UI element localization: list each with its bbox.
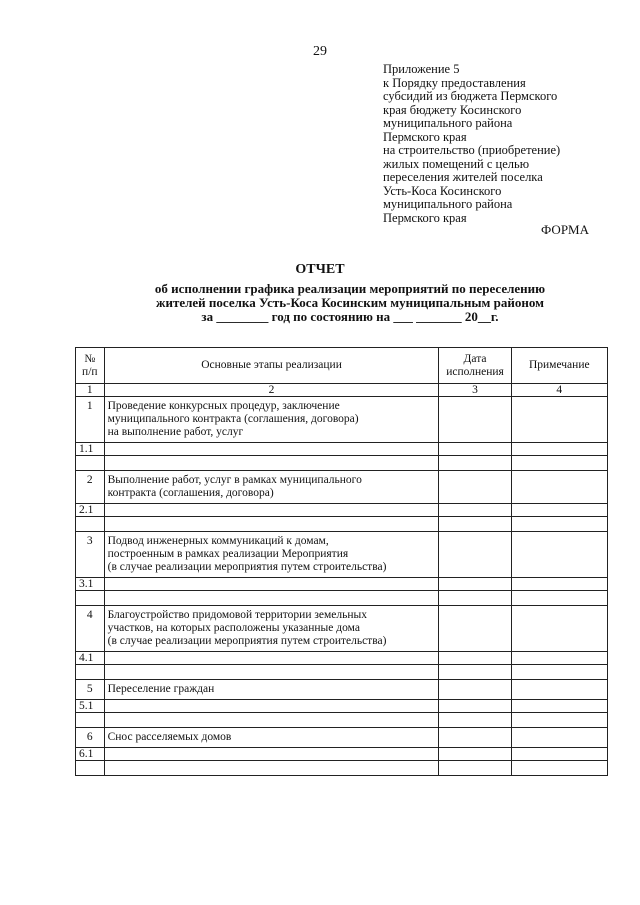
date-cell[interactable]	[439, 728, 511, 748]
row-number: 4	[76, 606, 105, 652]
stage-line: Проведение конкурсных процедур, заключение	[107, 400, 340, 412]
table-row	[76, 652, 608, 665]
date-cell[interactable]	[439, 443, 511, 456]
date-cell[interactable]	[439, 532, 511, 578]
note-cell[interactable]	[511, 471, 607, 504]
stage-cell[interactable]	[104, 456, 439, 471]
table-row	[76, 606, 608, 652]
table-row	[76, 761, 608, 776]
stage-line: участков, на которых расположены указанные дома	[107, 622, 360, 634]
table-header-row	[76, 348, 608, 384]
stage-line: (в случае реализации мероприятия путем строительства)	[107, 635, 387, 647]
appendix-line: субсидий из бюджета Пермского	[383, 89, 558, 103]
subtitle-line: об исполнении графика реализации мероприятий по переселению	[154, 281, 546, 296]
appendix-line: муниципального района	[383, 197, 513, 211]
note-cell[interactable]	[511, 761, 607, 776]
row-number: 2.1	[76, 504, 105, 517]
stage-text	[104, 728, 439, 748]
stage-line: построенным в рамках реализации Мероприятия	[107, 548, 349, 560]
note-cell[interactable]	[511, 728, 607, 748]
column-number: 4	[511, 384, 607, 397]
note-cell[interactable]	[511, 504, 607, 517]
note-cell[interactable]	[511, 652, 607, 665]
stage-cell[interactable]	[104, 443, 439, 456]
date-cell[interactable]	[439, 761, 511, 776]
stage-line: Переселение граждан	[107, 683, 215, 695]
table-row	[76, 517, 608, 532]
row-number: 6	[76, 728, 105, 748]
table-row	[76, 578, 608, 591]
date-cell[interactable]	[439, 397, 511, 443]
report-title: ОТЧЕТ	[295, 262, 345, 277]
date-cell[interactable]	[439, 713, 511, 728]
appendix-line: жилых помещений с целью	[383, 156, 530, 171]
stage-cell[interactable]	[104, 591, 439, 606]
date-cell[interactable]	[439, 591, 511, 606]
schedule-table	[75, 347, 608, 776]
table-row	[76, 456, 608, 471]
date-cell[interactable]	[439, 652, 511, 665]
stage-line: Благоустройство придомовой территории земельных	[107, 609, 368, 621]
row-number: 3.1	[76, 578, 105, 591]
stage-line: на выполнение работ, услуг	[107, 426, 244, 438]
appendix-line: Пермского края	[383, 129, 467, 144]
row-number: 2	[76, 471, 105, 504]
row-number: 5	[76, 680, 105, 700]
date-cell[interactable]	[439, 517, 511, 532]
note-cell[interactable]	[511, 700, 607, 713]
stage-line: Выполнение работ, услуг в рамках муниципального	[107, 474, 362, 486]
stage-cell[interactable]	[104, 578, 439, 591]
column-numbers-row	[76, 384, 608, 397]
stage-line: муниципального контракта (соглашения, договора)	[107, 413, 359, 425]
header-num: № п/п	[76, 348, 105, 384]
table-row	[76, 471, 608, 504]
note-cell[interactable]	[511, 591, 607, 606]
table-row	[76, 665, 608, 680]
header-note: Примечание	[511, 348, 607, 384]
stage-text	[104, 606, 439, 652]
note-cell[interactable]	[511, 532, 607, 578]
note-cell[interactable]	[511, 713, 607, 728]
date-cell[interactable]	[439, 606, 511, 652]
column-number: 2	[104, 384, 439, 397]
note-cell[interactable]	[511, 443, 607, 456]
appendix-line: переселения жителей поселка	[383, 170, 543, 184]
table-row	[76, 728, 608, 748]
stage-cell[interactable]	[104, 665, 439, 680]
note-cell[interactable]	[511, 456, 607, 471]
header-stages: Основные этапы реализации	[104, 348, 439, 384]
row-number: 1	[76, 397, 105, 443]
stage-line: Снос расселяемых домов	[107, 731, 232, 743]
stage-cell[interactable]	[104, 517, 439, 532]
date-cell[interactable]	[439, 680, 511, 700]
table-row	[76, 748, 608, 761]
row-number: 6.1	[76, 748, 105, 761]
table-row	[76, 680, 608, 700]
row-number: 4.1	[76, 652, 105, 665]
date-cell[interactable]	[439, 665, 511, 680]
date-cell[interactable]	[439, 471, 511, 504]
date-cell[interactable]	[439, 456, 511, 471]
date-cell[interactable]	[439, 700, 511, 713]
note-cell[interactable]	[511, 578, 607, 591]
date-cell[interactable]	[439, 504, 511, 517]
appendix-block	[383, 63, 633, 225]
appendix-line: Приложение 5	[383, 62, 460, 76]
stage-text	[104, 680, 439, 700]
appendix-line: Пермского края	[383, 210, 467, 225]
stage-text	[104, 397, 439, 443]
form-label: ФОРМА	[541, 222, 589, 237]
note-cell[interactable]	[511, 665, 607, 680]
note-cell[interactable]	[511, 517, 607, 532]
date-cell[interactable]	[439, 748, 511, 761]
stage-line: (в случае реализации мероприятия путем строительства)	[107, 561, 387, 573]
header-date: Дата исполнения	[439, 348, 511, 384]
stage-cell[interactable]	[104, 713, 439, 728]
row-number: 5.1	[76, 700, 105, 713]
table-row	[76, 713, 608, 728]
appendix-line: муниципального района	[383, 116, 513, 130]
row-number: 3	[76, 532, 105, 578]
table-row	[76, 397, 608, 443]
stage-cell[interactable]	[104, 761, 439, 776]
appendix-line: на строительство (приобретение)	[383, 143, 561, 157]
stage-cell[interactable]	[104, 748, 439, 761]
column-number: 3	[439, 384, 511, 397]
column-number: 1	[76, 384, 105, 397]
stage-cell[interactable]	[104, 504, 439, 517]
stage-line: контракта (соглашения, договора)	[107, 487, 274, 499]
table-row	[76, 504, 608, 517]
row-number: 1.1	[76, 443, 105, 456]
subtitle-line: за ________ год по состоянию на ___ _______ 20__г.	[201, 309, 499, 324]
note-cell[interactable]	[511, 397, 607, 443]
report-subtitle	[100, 282, 600, 324]
stage-cell[interactable]	[104, 652, 439, 665]
appendix-line: к Порядку предоставления	[383, 75, 526, 90]
stage-line: Подвод инженерных коммуникаций к домам,	[107, 535, 329, 547]
stage-text	[104, 471, 439, 504]
table-row	[76, 532, 608, 578]
subtitle-line: жителей поселка Усть-Коса Косинским муниципальным районом	[156, 295, 544, 310]
note-cell[interactable]	[511, 680, 607, 700]
note-cell[interactable]	[511, 748, 607, 761]
table-row	[76, 443, 608, 456]
note-cell[interactable]	[511, 606, 607, 652]
table-row	[76, 700, 608, 713]
stage-cell[interactable]	[104, 700, 439, 713]
date-cell[interactable]	[439, 578, 511, 591]
page-number: 29	[313, 44, 327, 59]
appendix-line: края бюджету Косинского	[383, 102, 522, 117]
table-row	[76, 591, 608, 606]
stage-text	[104, 532, 439, 578]
appendix-line: Усть-Коса Косинского	[383, 183, 502, 198]
